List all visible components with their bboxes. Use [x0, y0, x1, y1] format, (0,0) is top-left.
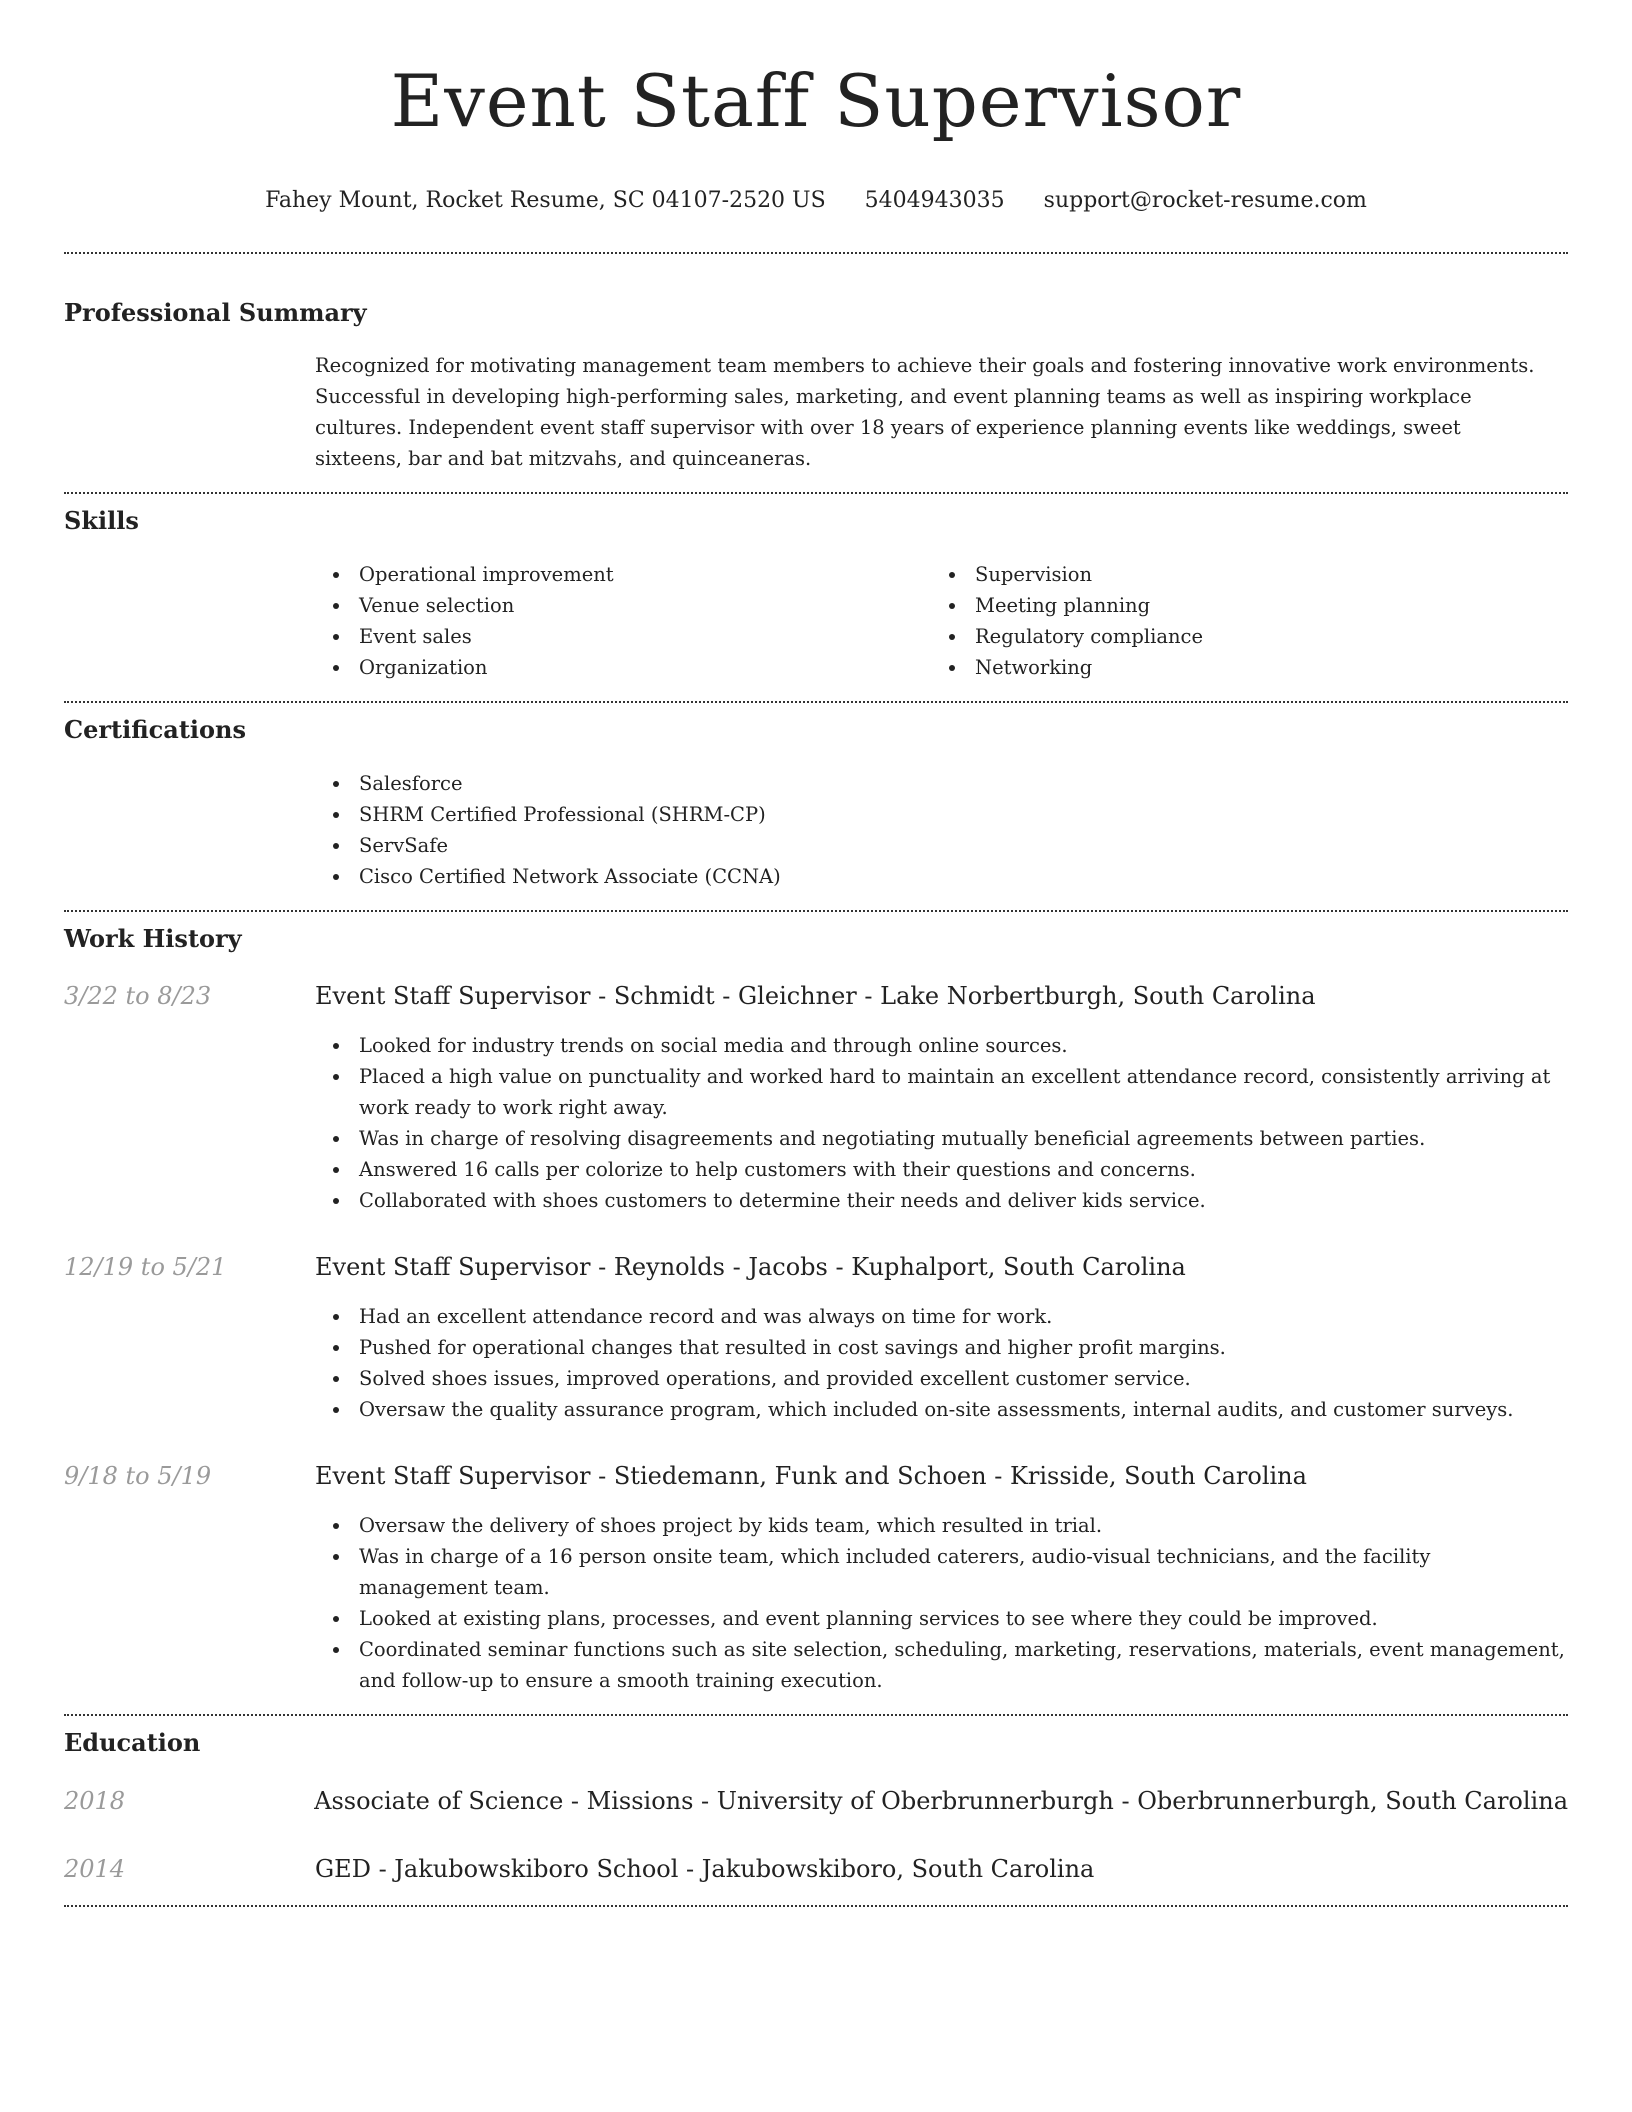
contact-address: Fahey Mount, Rocket Resume, SC 04107-2520 US	[265, 188, 826, 213]
job-bullet: Looked at existing plans, processes, and event planning services to see where they could be improved.	[315, 1603, 1565, 1634]
contact-phone: 5404943035	[864, 188, 1005, 213]
education-detail: GED - Jakubowskiboro School - Jakubowskiboro, South Carolina	[315, 1855, 1095, 1883]
education-section	[64, 1727, 1568, 1885]
certification-item: ServSafe	[315, 830, 1568, 861]
job-bullet: Placed a high value on punctuality and worked hard to maintain an excellent attendance record, consistently arriving at work ready to work right away.	[315, 1061, 1565, 1123]
education-detail: Associate of Science - Missions - University of Oberbrunnerburgh - Oberbrunnerburgh, South Carolina	[314, 1787, 1568, 1815]
job-entry	[64, 980, 1568, 1216]
job-bullet: Oversaw the delivery of shoes project by kids team, which resulted in trial.	[315, 1510, 1565, 1541]
divider	[64, 1714, 1568, 1716]
job-bullet: Was in charge of resolving disagreements and negotiating mutually beneficial agreements between parties.	[315, 1123, 1565, 1154]
certification-item: Cisco Certified Network Associate (CCNA)	[315, 861, 1568, 892]
job-bullet: Was in charge of a 16 person onsite team, which included caterers, audio-visual technicians, and the facility management team.	[315, 1541, 1565, 1603]
job-bullet: Oversaw the quality assurance program, which included on-site assessments, internal audits, and customer surveys.	[315, 1394, 1565, 1425]
divider	[64, 910, 1568, 912]
skill-item: Event sales	[315, 621, 931, 652]
education-year: 2014	[64, 1855, 126, 1883]
work-history-section	[64, 923, 1568, 1696]
summary-title: Professional Summary	[64, 298, 367, 327]
skill-item: Supervision	[931, 559, 1547, 590]
skill-item: Networking	[931, 652, 1547, 683]
job-headline: Event Staff Supervisor - Stiedemann, Funk and Schoen - Krisside, South Carolina	[315, 1462, 1307, 1490]
skill-item: Organization	[315, 652, 931, 683]
contact-line	[64, 186, 1568, 216]
job-bullet: Answered 16 calls per colorize to help customers with their questions and concerns.	[315, 1154, 1565, 1185]
skill-item: Operational improvement	[315, 559, 931, 590]
job-bullet: Coordinated seminar functions such as site selection, scheduling, marketing, reservations, materials, event management, and follow-up to ensure a smooth training execution.	[315, 1634, 1565, 1696]
job-entry	[64, 1251, 1568, 1425]
divider	[64, 701, 1568, 703]
resume-name: Event Staff Supervisor	[390, 59, 1242, 143]
education-entry	[64, 1853, 1568, 1885]
contact-email: support@rocket-resume.com	[1043, 188, 1367, 213]
divider	[64, 492, 1568, 494]
certification-item: SHRM Certified Professional (SHRM-CP)	[315, 799, 1568, 830]
job-bullet: Looked for industry trends on social media and through online sources.	[315, 1030, 1565, 1061]
skill-item: Venue selection	[315, 590, 931, 621]
divider	[64, 252, 1568, 254]
job-bullets	[315, 1301, 1565, 1425]
skills-list-left	[315, 559, 931, 683]
job-bullet: Solved shoes issues, improved operations, and provided excellent customer service.	[315, 1363, 1565, 1394]
skills-section	[64, 505, 1568, 683]
job-bullet: Pushed for operational changes that resulted in cost savings and higher profit margins.	[315, 1332, 1565, 1363]
certification-item: Salesforce	[315, 768, 1568, 799]
summary-section	[64, 297, 1568, 474]
education-title: Education	[64, 1728, 201, 1757]
skills-list-right	[931, 559, 1547, 683]
divider	[64, 1905, 1568, 1907]
summary-text: Recognized for motivating management team members to achieve their goals and fostering innovative work environments. Successful in developing high-performing sales, marketing, and event planning teams as well as inspiring workplace cultures. Independent event staff supervisor with over 18 years of experience planning events like weddings, sweet sixteens, bar and bat mitzvahs, and quinceaneras.	[315, 354, 1535, 470]
job-dates: 9/18 to 5/19	[64, 1462, 212, 1490]
work-history-title: Work History	[64, 924, 242, 953]
job-entry	[64, 1460, 1568, 1696]
education-year: 2018	[64, 1787, 126, 1815]
certifications-section	[64, 714, 1568, 892]
job-bullets	[315, 1030, 1565, 1216]
job-headline: Event Staff Supervisor - Schmidt - Gleichner - Lake Norbertburgh, South Carolina	[315, 982, 1316, 1010]
job-dates: 3/22 to 8/23	[64, 982, 212, 1010]
skills-title: Skills	[64, 506, 139, 535]
education-entry	[64, 1785, 1568, 1817]
skill-item: Meeting planning	[931, 590, 1547, 621]
job-bullet: Had an excellent attendance record and was always on time for work.	[315, 1301, 1565, 1332]
certifications-list	[315, 768, 1568, 892]
job-headline: Event Staff Supervisor - Reynolds - Jacobs - Kuphalport, South Carolina	[315, 1253, 1186, 1281]
skills-grid	[315, 559, 1568, 683]
job-bullets	[315, 1510, 1565, 1696]
skill-item: Regulatory compliance	[931, 621, 1547, 652]
job-bullet: Collaborated with shoes customers to determine their needs and deliver kids service.	[315, 1185, 1565, 1216]
job-dates: 12/19 to 5/21	[64, 1253, 227, 1281]
certifications-title: Certifications	[64, 715, 247, 744]
